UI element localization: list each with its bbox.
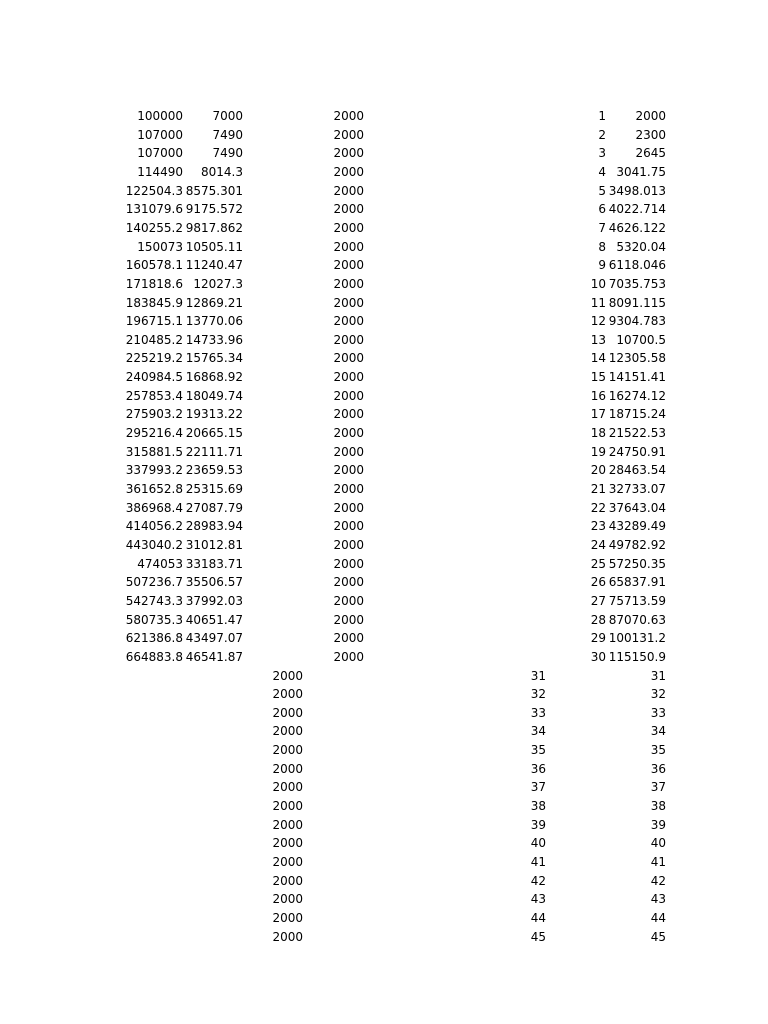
table-row [0, 144, 768, 163]
cell-col-d: 2000 [333, 351, 364, 366]
table-row [0, 760, 768, 779]
table-row [0, 536, 768, 555]
table-row [0, 499, 768, 518]
cell-col-g: 4626.122 [608, 220, 666, 235]
table-row [0, 872, 768, 891]
cell-col-b: 33183.71 [185, 556, 243, 571]
cell-col-g: 37643.04 [608, 500, 666, 515]
cell-col-f: 5 [598, 183, 606, 198]
cell-col-g: 43 [650, 892, 666, 907]
cell-col-b: 14733.96 [185, 332, 243, 347]
cell-col-c: 2000 [272, 929, 303, 944]
cell-col-a: 275903.2 [125, 407, 183, 422]
cell-col-f: 8 [598, 239, 606, 254]
cell-col-e: 45 [530, 929, 546, 944]
cell-col-c: 2000 [272, 724, 303, 739]
table-row [0, 424, 768, 443]
cell-col-c: 2000 [272, 836, 303, 851]
cell-col-a: 160578.1 [125, 258, 183, 273]
cell-col-a: 443040.2 [125, 537, 183, 552]
cell-col-d: 2000 [333, 109, 364, 123]
table-row [0, 200, 768, 219]
cell-col-f: 22 [590, 500, 606, 515]
cell-col-f: 23 [590, 519, 606, 534]
cell-col-a: 114490 [137, 164, 183, 179]
cell-col-d: 2000 [333, 239, 364, 254]
table-row [0, 741, 768, 760]
cell-col-f: 9 [598, 258, 606, 273]
cell-col-e: 37 [530, 780, 546, 795]
cell-col-a: 107000 [137, 127, 183, 142]
cell-col-b: 7490 [212, 146, 243, 161]
cell-col-f: 15 [590, 370, 606, 385]
table-row [0, 648, 768, 667]
cell-col-b: 7490 [212, 127, 243, 142]
cell-col-a: 171818.6 [125, 276, 183, 291]
cell-col-d: 2000 [333, 556, 364, 571]
cell-col-c: 2000 [272, 668, 303, 683]
cell-col-e: 39 [530, 817, 546, 832]
cell-col-a: 580735.3 [125, 612, 183, 627]
table-row [0, 629, 768, 648]
cell-col-g: 34 [650, 724, 666, 739]
cell-col-g: 12305.58 [608, 351, 666, 366]
table-row [0, 816, 768, 835]
cell-col-d: 2000 [333, 370, 364, 385]
table-row [0, 722, 768, 741]
cell-col-f: 13 [590, 332, 606, 347]
cell-col-b: 10505.11 [185, 239, 243, 254]
cell-col-d: 2000 [333, 388, 364, 403]
table-row [0, 349, 768, 368]
cell-col-c: 2000 [272, 817, 303, 832]
cell-col-c: 2000 [272, 910, 303, 925]
cell-col-g: 65837.91 [608, 575, 666, 590]
cell-col-g: 31 [650, 668, 666, 683]
cell-col-b: 16868.92 [185, 370, 243, 385]
table-row [0, 797, 768, 816]
cell-col-f: 16 [590, 388, 606, 403]
cell-col-d: 2000 [333, 612, 364, 627]
cell-col-f: 20 [590, 463, 606, 478]
cell-col-d: 2000 [333, 258, 364, 273]
table-row [0, 667, 768, 686]
cell-col-b: 46541.87 [185, 649, 243, 664]
cell-col-e: 33 [530, 705, 546, 720]
cell-col-g: 115150.9 [608, 649, 666, 664]
cell-col-d: 2000 [333, 500, 364, 515]
cell-col-b: 15765.34 [185, 351, 243, 366]
cell-col-b: 8575.301 [185, 183, 243, 198]
cell-col-c: 2000 [272, 687, 303, 702]
table-row [0, 182, 768, 201]
cell-col-g: 16274.12 [608, 388, 666, 403]
cell-col-d: 2000 [333, 463, 364, 478]
cell-col-d: 2000 [333, 314, 364, 329]
cell-col-a: 507236.7 [125, 575, 183, 590]
table-row [0, 928, 768, 947]
cell-col-a: 315881.5 [125, 444, 183, 459]
cell-col-g: 87070.63 [608, 612, 666, 627]
cell-col-g: 3498.013 [608, 183, 666, 198]
cell-col-f: 27 [590, 593, 606, 608]
cell-col-d: 2000 [333, 631, 364, 646]
cell-col-g: 32 [650, 687, 666, 702]
cell-col-g: 2645 [635, 146, 666, 161]
cell-col-b: 22111.71 [185, 444, 243, 459]
cell-col-b: 40651.47 [185, 612, 243, 627]
cell-col-b: 18049.74 [185, 388, 243, 403]
cell-col-b: 7000 [212, 109, 243, 123]
cell-col-a: 337993.2 [125, 463, 183, 478]
cell-col-g: 33 [650, 705, 666, 720]
cell-col-a: 621386.8 [125, 631, 183, 646]
cell-col-g: 42 [650, 873, 666, 888]
cell-col-g: 75713.59 [608, 593, 666, 608]
cell-col-c: 2000 [272, 892, 303, 907]
cell-col-a: 664883.8 [125, 649, 183, 664]
cell-col-d: 2000 [333, 649, 364, 664]
cell-col-f: 21 [590, 482, 606, 496]
cell-col-d: 2000 [333, 183, 364, 198]
table-row [0, 517, 768, 536]
cell-col-f: 26 [590, 575, 606, 590]
cell-col-g: 37 [650, 780, 666, 795]
cell-col-d: 2000 [333, 127, 364, 142]
table-row [0, 461, 768, 480]
cell-col-a: 386968.4 [125, 500, 183, 515]
cell-col-d: 2000 [333, 276, 364, 291]
table-row [0, 592, 768, 611]
cell-col-a: 140255.2 [125, 220, 183, 235]
cell-col-g: 36 [650, 761, 666, 776]
cell-col-b: 20665.15 [185, 426, 243, 441]
table-row [0, 704, 768, 723]
cell-col-g: 40 [650, 836, 666, 851]
cell-col-b: 8014.3 [201, 164, 243, 179]
cell-col-b: 43497.07 [185, 631, 243, 646]
cell-col-a: 474053 [137, 556, 183, 571]
cell-col-g: 100131.2 [608, 631, 666, 646]
cell-col-g: 6118.046 [608, 258, 666, 273]
table-row [0, 778, 768, 797]
cell-col-g: 8091.115 [608, 295, 666, 310]
cell-col-f: 29 [590, 631, 606, 646]
cell-col-a: 196715.1 [125, 314, 183, 329]
cell-col-g: 41 [650, 855, 666, 869]
cell-col-c: 2000 [272, 799, 303, 814]
cell-col-f: 3 [598, 146, 606, 161]
table-row [0, 611, 768, 630]
cell-col-f: 30 [590, 649, 606, 664]
cell-col-f: 11 [590, 295, 606, 310]
cell-col-e: 44 [530, 910, 546, 925]
table-row [0, 331, 768, 350]
table-row [0, 256, 768, 275]
cell-col-a: 150073 [137, 239, 183, 254]
table-row [0, 368, 768, 387]
cell-col-d: 2000 [333, 537, 364, 552]
cell-col-a: 225219.2 [125, 351, 183, 366]
cell-col-b: 12027.3 [193, 276, 243, 291]
cell-col-b: 23659.53 [185, 463, 243, 478]
table-row [0, 387, 768, 406]
cell-col-d: 2000 [333, 444, 364, 459]
cell-col-a: 361652.8 [125, 482, 183, 496]
cell-col-c: 2000 [272, 705, 303, 720]
table-row [0, 890, 768, 909]
cell-col-d: 2000 [333, 332, 364, 347]
cell-col-g: 28463.54 [608, 463, 666, 478]
cell-col-f: 18 [590, 426, 606, 441]
cell-col-f: 6 [598, 202, 606, 217]
cell-col-c: 2000 [272, 761, 303, 776]
cell-col-e: 34 [530, 724, 546, 739]
cell-col-d: 2000 [333, 575, 364, 590]
cell-col-f: 14 [590, 351, 606, 366]
cell-col-g: 57250.35 [608, 556, 666, 571]
cell-col-a: 183845.9 [125, 295, 183, 310]
cell-col-d: 2000 [333, 482, 364, 496]
cell-col-g: 18715.24 [608, 407, 666, 422]
cell-col-g: 2300 [635, 127, 666, 142]
cell-col-f: 4 [598, 164, 606, 179]
cell-col-b: 9817.862 [185, 220, 243, 235]
cell-col-f: 1 [598, 109, 606, 123]
cell-col-c: 2000 [272, 873, 303, 888]
cell-col-b: 31012.81 [185, 537, 243, 552]
cell-col-a: 100000 [137, 109, 183, 123]
cell-col-d: 2000 [333, 164, 364, 179]
cell-col-a: 210485.2 [125, 332, 183, 347]
cell-col-g: 3041.75 [616, 164, 666, 179]
cell-col-e: 38 [530, 799, 546, 814]
cell-col-g: 38 [650, 799, 666, 814]
cell-col-f: 25 [590, 556, 606, 571]
cell-col-g: 39 [650, 817, 666, 832]
cell-col-f: 10 [590, 276, 606, 291]
cell-col-d: 2000 [333, 202, 364, 217]
table-row [0, 219, 768, 238]
cell-col-d: 2000 [333, 407, 364, 422]
cell-col-d: 2000 [333, 146, 364, 161]
cell-col-d: 2000 [333, 519, 364, 534]
cell-col-g: 49782.92 [608, 537, 666, 552]
table-row [0, 573, 768, 592]
cell-col-b: 27087.79 [185, 500, 243, 515]
cell-col-a: 542743.3 [125, 593, 183, 608]
cell-col-b: 37992.03 [185, 593, 243, 608]
cell-col-f: 17 [590, 407, 606, 422]
table-row [0, 405, 768, 424]
table-row [0, 834, 768, 853]
cell-col-e: 31 [530, 668, 546, 683]
cell-col-d: 2000 [333, 593, 364, 608]
cell-col-g: 32733.07 [608, 482, 666, 496]
table-row [0, 238, 768, 257]
cell-col-f: 19 [590, 444, 606, 459]
cell-col-f: 2 [598, 127, 606, 142]
cell-col-b: 25315.69 [185, 482, 243, 496]
cell-col-d: 2000 [333, 426, 364, 441]
cell-col-f: 28 [590, 612, 606, 627]
table-row [0, 909, 768, 928]
cell-col-a: 122504.3 [125, 183, 183, 198]
cell-col-e: 35 [530, 743, 546, 758]
cell-col-b: 35506.57 [185, 575, 243, 590]
cell-col-e: 40 [530, 836, 546, 851]
cell-col-g: 44 [650, 910, 666, 925]
cell-col-e: 32 [530, 687, 546, 702]
cell-col-g: 2000 [635, 109, 666, 123]
cell-col-a: 107000 [137, 146, 183, 161]
cell-col-d: 2000 [333, 295, 364, 310]
cell-col-b: 13770.06 [185, 314, 243, 329]
cell-col-a: 295216.4 [125, 426, 183, 441]
cell-col-f: 12 [590, 314, 606, 329]
cell-col-e: 36 [530, 761, 546, 776]
cell-col-g: 35 [650, 743, 666, 758]
table-row [0, 853, 768, 872]
cell-col-b: 11240.47 [185, 258, 243, 273]
cell-col-e: 42 [530, 873, 546, 888]
cell-col-a: 257853.4 [125, 388, 183, 403]
cell-col-g: 43289.49 [608, 519, 666, 534]
cell-col-g: 24750.91 [608, 444, 666, 459]
table-row [0, 443, 768, 462]
table-row [0, 685, 768, 704]
cell-col-f: 7 [598, 220, 606, 235]
cell-col-c: 2000 [272, 855, 303, 869]
cell-col-g: 7035.753 [608, 276, 666, 291]
cell-col-g: 45 [650, 929, 666, 944]
cell-col-b: 9175.572 [185, 202, 243, 217]
table-row [0, 107, 768, 126]
cell-col-e: 43 [530, 892, 546, 907]
table-row [0, 312, 768, 331]
table-row [0, 555, 768, 574]
cell-col-a: 240984.5 [125, 370, 183, 385]
table-row [0, 163, 768, 182]
cell-col-b: 19313.22 [185, 407, 243, 422]
cell-col-g: 4022.714 [608, 202, 666, 217]
cell-col-f: 24 [590, 537, 606, 552]
cell-col-d: 2000 [333, 220, 364, 235]
table-row [0, 294, 768, 313]
cell-col-g: 14151.41 [608, 370, 666, 385]
cell-col-e: 41 [530, 855, 546, 869]
table-row [0, 126, 768, 145]
cell-col-c: 2000 [272, 743, 303, 758]
table-row [0, 480, 768, 499]
cell-col-g: 10700.5 [616, 332, 666, 347]
cell-col-b: 28983.94 [185, 519, 243, 534]
cell-col-c: 2000 [272, 780, 303, 795]
cell-col-g: 9304.783 [608, 314, 666, 329]
cell-col-g: 21522.53 [608, 426, 666, 441]
cell-col-a: 414056.2 [125, 519, 183, 534]
cell-col-b: 12869.21 [185, 295, 243, 310]
cell-col-g: 5320.04 [616, 239, 666, 254]
table-row [0, 275, 768, 294]
cell-col-a: 131079.6 [125, 202, 183, 217]
